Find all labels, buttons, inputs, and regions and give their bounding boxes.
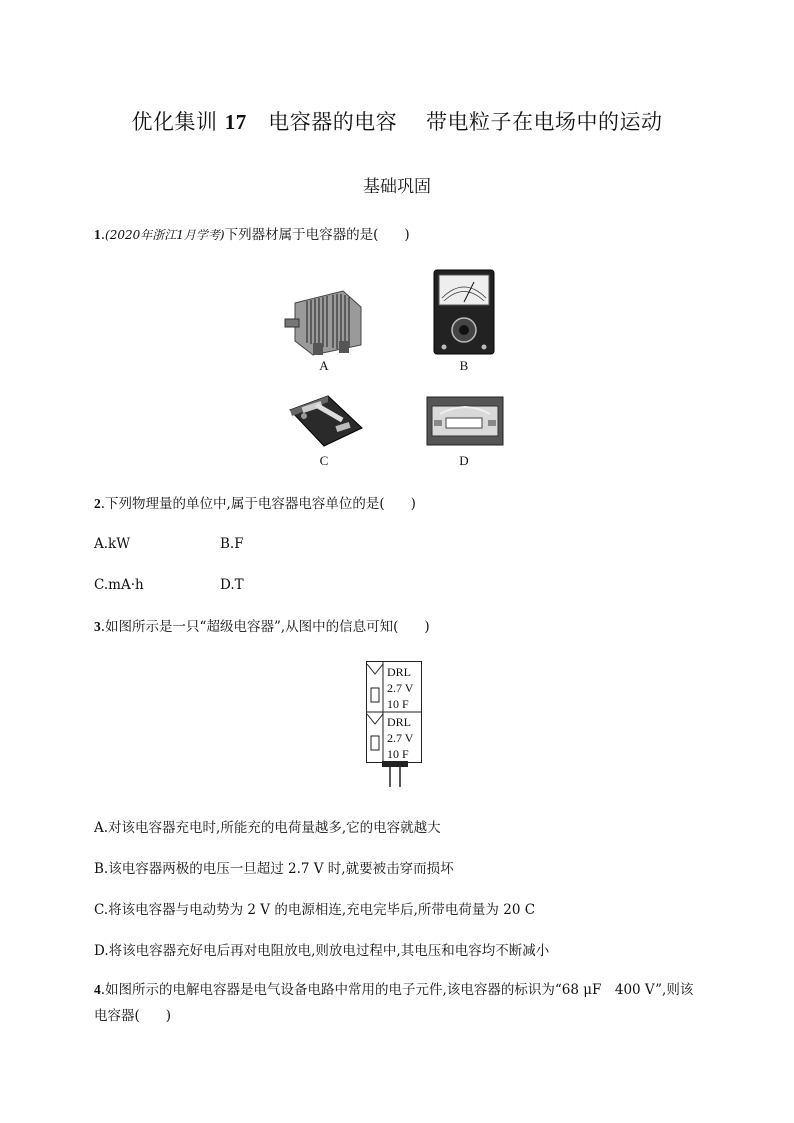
q3-option-a: A.对该电容器充电时,所能充的电荷量越多,它的电容就越大: [94, 820, 441, 836]
label-line: 2.7 V: [387, 731, 414, 745]
label-line: 10 F: [387, 697, 409, 711]
page-title: 优化集训 17 电容器的电容 带电粒子在电场中的运动: [131, 110, 663, 134]
capacitor-leads: [380, 761, 410, 787]
caption-a: A: [319, 358, 329, 373]
question-4: 4.如图所示的电解电容器是电气设备电路中常用的电子元件,该电容器的标识为“68 μF 400 V”,则该 电容器( ): [94, 982, 694, 1024]
q2-option-a: A.kW: [94, 536, 131, 552]
label-line: DRL: [387, 715, 411, 729]
caption-d: D: [459, 453, 469, 468]
label-line: 2.7 V: [387, 681, 414, 695]
multimeter-image: [432, 268, 496, 356]
question-2: 2.下列物理量的单位中,属于电容器电容单位的是( ): [94, 496, 416, 512]
label-line: DRL: [387, 665, 411, 679]
q2-option-b: B.F: [220, 536, 244, 552]
capacitor-device-image: [426, 396, 504, 446]
caption-b: B: [459, 358, 469, 373]
question-1: 1.(2020年浙江1月学考)下列器材属于电容器的是( ): [94, 227, 410, 243]
label-line: 10 F: [387, 747, 409, 761]
q2-option-d: D.T: [220, 577, 244, 593]
q2-option-c: C.mA·h: [94, 577, 144, 593]
variable-capacitor-image: [283, 285, 367, 359]
knife-switch-image: [284, 388, 366, 450]
q3-option-c: C.将该电容器与电动势为 2 V 的电源相连,充电完毕后,所带电荷量为 20 C: [94, 902, 536, 918]
section-heading: 基础巩固: [363, 177, 431, 197]
question-3: 3.如图所示是一只“超级电容器”,从图中的信息可知( ): [94, 619, 430, 635]
q3-option-d: D.将该电容器充好电后再对电阻放电,则放电过程中,其电压和电容均不断减小: [94, 943, 550, 959]
q3-option-b: B.该电容器两极的电压一旦超过 2.7 V 时,就要被击穿而损坏: [94, 861, 454, 877]
supercapacitor-figure: [366, 661, 422, 763]
caption-c: C: [319, 453, 329, 468]
